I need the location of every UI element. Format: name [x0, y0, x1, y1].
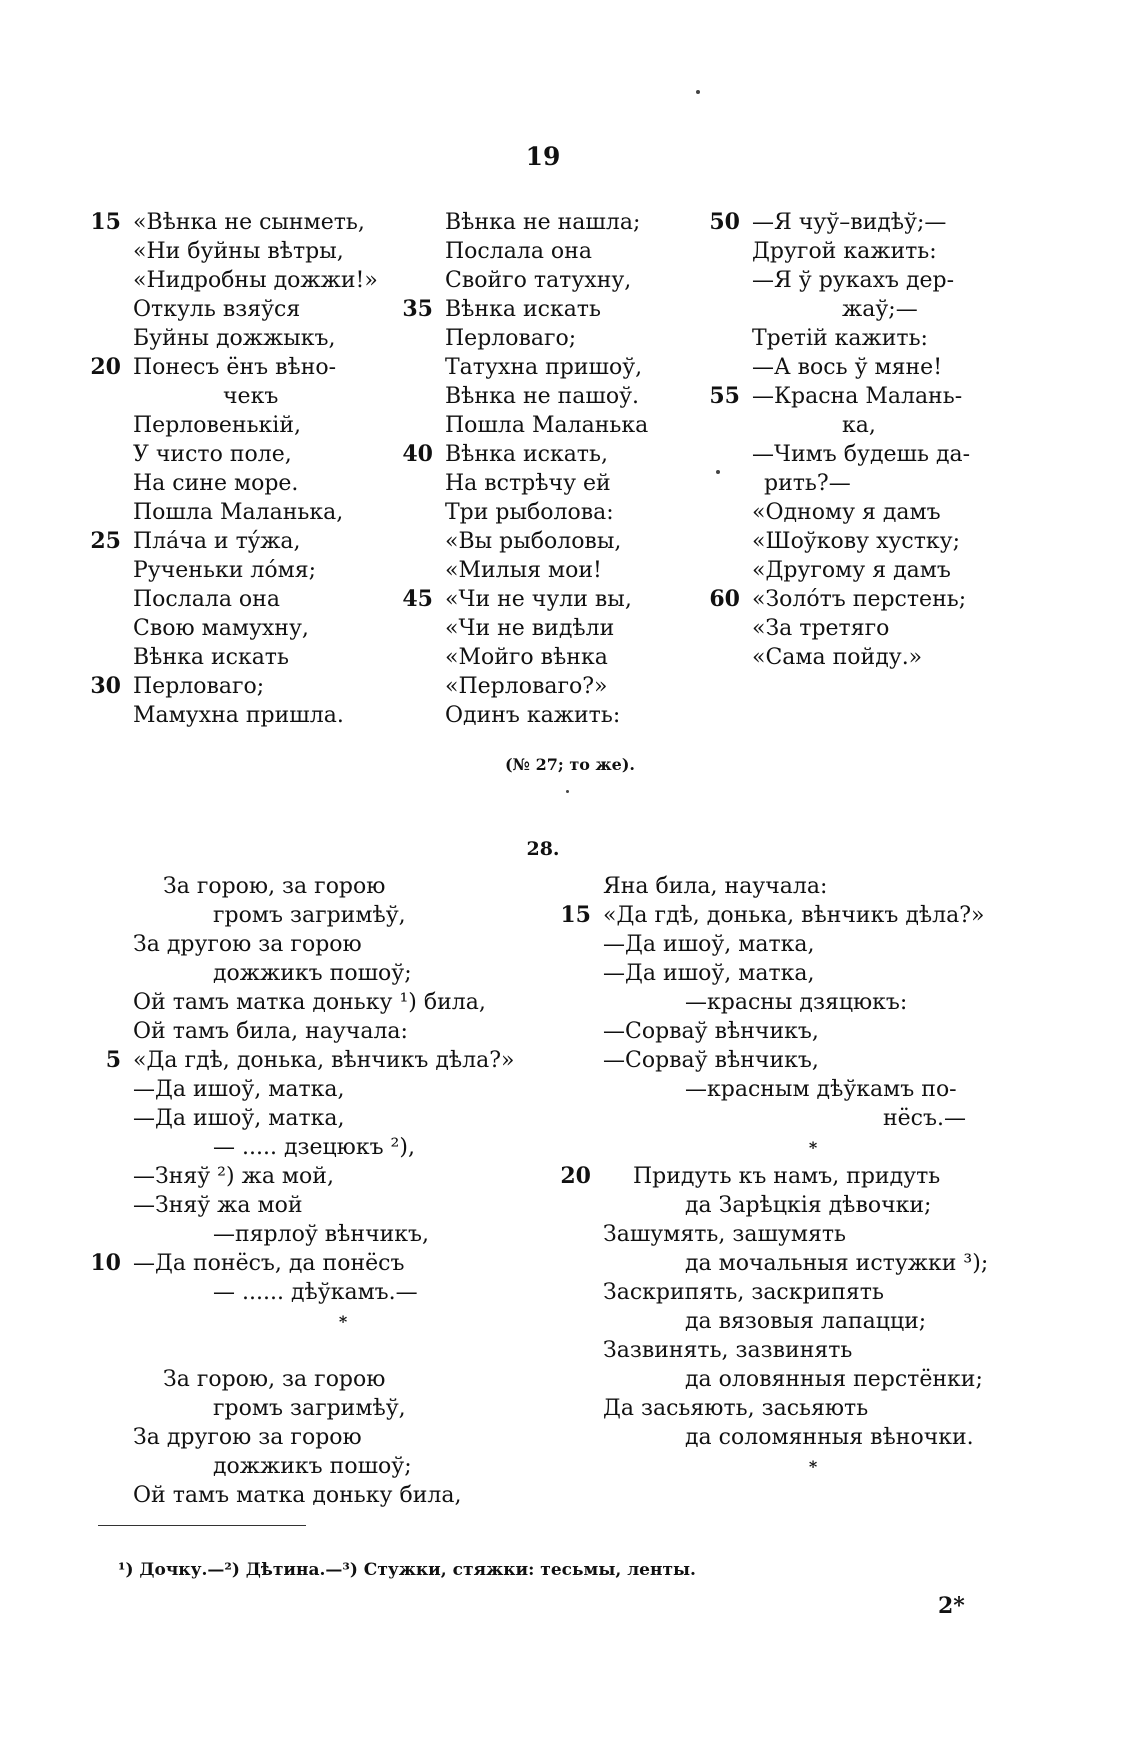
verse-line [133, 1075, 553, 1104]
verse-text: Яна била, научала: [603, 874, 828, 899]
verse-text: Вѣнка искать [445, 297, 601, 322]
verse-line [133, 1394, 553, 1423]
verse-text: Одинъ кажить: [445, 703, 621, 728]
verse-text: Послала она [445, 239, 592, 264]
verse-text: Свою мамухну, [133, 616, 309, 641]
verse-line [603, 930, 1023, 959]
verse-text: «Сама пойду.» [752, 645, 923, 670]
verse-line [603, 1249, 1023, 1278]
verse-text: «Вѣнка не сынметь, [133, 210, 365, 235]
section-star: * [808, 1457, 818, 1476]
verse-text: Плáча и тýжа, [133, 529, 301, 554]
verse-line [709, 585, 970, 614]
verse-text: да Зарѣцкія дѣвочки; [685, 1193, 932, 1218]
verse-text: —красным дѣўкамъ по- [685, 1077, 957, 1102]
verse-line [133, 901, 553, 930]
footnote-rule [98, 1525, 306, 1526]
verse-line [133, 614, 378, 643]
page-number: 19 [525, 142, 561, 171]
verse-text: Свойго татухну, [445, 268, 632, 293]
verse-line [752, 237, 970, 266]
line-number: 50 [709, 209, 740, 235]
verse-line [133, 701, 378, 730]
verse-text: «Шоўкову хустку; [752, 529, 961, 554]
verse-text: Зазвинять, зазвинять [603, 1338, 853, 1363]
verse-line [752, 411, 970, 440]
verse-text: Пошла Маланька, [133, 500, 344, 525]
verse-line [603, 959, 1023, 988]
verse-text: да соломянныя вѣночки. [685, 1425, 974, 1450]
verse-text: Ой тамъ била, научала: [133, 1019, 408, 1044]
verse-line [133, 324, 378, 353]
line-number: 35 [402, 296, 433, 322]
verse-text: дожжикъ пошоў; [213, 1454, 412, 1479]
verse-line [752, 498, 970, 527]
verse-line [133, 1017, 553, 1046]
verse-line [752, 556, 970, 585]
verse-text: Понесъ ёнъ вѣно- [133, 355, 337, 380]
section-star: * [338, 1312, 348, 1331]
verse-line [445, 701, 648, 730]
verse-line [752, 527, 970, 556]
verse-line [133, 1133, 553, 1162]
verse-line [133, 988, 553, 1017]
verse-text: На встрѣчу ей [445, 471, 611, 496]
verse-line [133, 1220, 553, 1249]
verse-text: —красны дзяцюкъ: [685, 990, 908, 1015]
verse-text: —Зняў ²) жа мой, [133, 1164, 334, 1189]
verse-line [603, 1046, 1023, 1075]
verse-text: —Сорваў вѣнчикъ, [603, 1019, 819, 1044]
line-number: 20 [560, 1163, 591, 1189]
verse-text: «Милыя мои! [445, 558, 602, 583]
verse-line [133, 643, 378, 672]
song27-column-3 [709, 208, 971, 672]
verse-text: Мамухна пришла. [133, 703, 344, 728]
verse-line [752, 440, 970, 469]
verse-line [752, 266, 970, 295]
verse-line [603, 1423, 1023, 1452]
verse-line [752, 643, 970, 672]
verse-line [133, 1481, 553, 1510]
verse-line [90, 1249, 553, 1278]
verse-text: За другою за горою [133, 1425, 362, 1450]
verse-line [90, 353, 378, 382]
verse-line [603, 988, 1023, 1017]
verse-line [603, 1075, 1023, 1104]
line-number: 55 [709, 383, 740, 409]
verse-text: нёсъ.— [883, 1106, 966, 1131]
verse-text: —Да понёсъ, да понёсъ [133, 1251, 405, 1276]
verse-line [133, 1423, 553, 1452]
speck-mark [716, 470, 720, 474]
verse-line [752, 469, 970, 498]
line-number: 15 [560, 902, 591, 928]
verse-text: чекъ [223, 384, 279, 409]
verse-text: Татухна пришоў, [445, 355, 643, 380]
verse-line [603, 1365, 1023, 1394]
verse-text: Заскрипять, заскрипять [603, 1280, 884, 1305]
verse-text: дожжикъ пошоў; [213, 961, 412, 986]
verse-text: Вѣнка искать, [445, 442, 608, 467]
line-number: 60 [709, 586, 740, 612]
verse-line [445, 643, 648, 672]
verse-text: — ..... дзецюкъ ²), [213, 1135, 415, 1160]
verse-text: —Я ў рукахъ дер- [752, 268, 955, 293]
verse-line [445, 469, 648, 498]
verse-text: —Зняў жа мой [133, 1193, 303, 1218]
verse-line [133, 1191, 553, 1220]
verse-text: Третій кажить: [752, 326, 928, 351]
verse-text: рить?— [764, 471, 851, 496]
verse-line [133, 237, 378, 266]
verse-line [133, 930, 553, 959]
verse-line [402, 440, 648, 469]
verse-line [445, 556, 648, 585]
verse-line [709, 208, 970, 237]
verse-line [752, 295, 970, 324]
verse-line [603, 1278, 1023, 1307]
verse-text: Ой тамъ матка доньку била, [133, 1483, 462, 1508]
verse-text: Три рыболова: [445, 500, 614, 525]
verse-text: —Сорваў вѣнчикъ, [603, 1048, 819, 1073]
signature-mark: 2* [938, 1593, 965, 1619]
verse-line [133, 440, 378, 469]
verse-text: —Да ишоў, матка, [603, 932, 815, 957]
verse-line [133, 959, 553, 988]
verse-text: «За третяго [752, 616, 890, 641]
verse-line [133, 266, 378, 295]
verse-text: Перловаго; [133, 674, 265, 699]
verse-line [752, 614, 970, 643]
verse-text: ка, [842, 413, 876, 438]
verse-text: «Чи не видѣли [445, 616, 615, 641]
verse-line [445, 614, 648, 643]
verse-line [445, 498, 648, 527]
verse-line [133, 872, 553, 901]
verse-line [105, 1046, 553, 1075]
verse-text: На сине море. [133, 471, 299, 496]
verse-text: Рученьки лóмя; [133, 558, 316, 583]
verse-text: «Нидробны дожжи!» [133, 268, 378, 293]
verse-line [560, 901, 1023, 930]
verse-text: —Я чуў–видѣў;— [752, 210, 947, 235]
verse-text: Другой кажить: [752, 239, 937, 264]
verse-line [133, 382, 378, 411]
verse-text: — ...... дѣўкамъ.— [213, 1280, 418, 1305]
verse-text: Пошла Маланька [445, 413, 649, 438]
song28-right-column [560, 872, 1023, 1481]
verse-line [90, 672, 378, 701]
verse-text: «Ни буйны вѣтры, [133, 239, 344, 264]
verse-text: «Одному я дамъ [752, 500, 941, 525]
verse-text: У чисто поле, [133, 442, 292, 467]
verse-text: «Да гдѣ, донька, вѣнчикъ дѣла?» [603, 903, 985, 928]
verse-line [133, 1278, 553, 1307]
verse-text: «Золóтъ перстень; [752, 587, 967, 612]
song28-number: 28. [526, 838, 560, 860]
verse-text: да вязовыя лапацци; [685, 1309, 927, 1334]
verse-text: Перловаго; [445, 326, 577, 351]
verse-text: Вѣнка не нашла; [445, 210, 641, 235]
section-star: * [808, 1138, 818, 1157]
footnote: ¹) Дочку.—²) Дѣтина.—³) Стужки, стяжки: тесьмы, ленты. [118, 1560, 696, 1580]
line-number: 25 [90, 528, 121, 554]
verse-line [133, 1365, 553, 1394]
verse-line [90, 208, 378, 237]
verse-text: Вѣнка не пашоў. [445, 384, 640, 409]
verse-line [133, 556, 378, 585]
song27-column-2 [402, 208, 649, 730]
verse-text: —Чимъ будешь да- [752, 442, 971, 467]
verse-text: жаў;— [842, 297, 918, 322]
verse-line [133, 469, 378, 498]
verse-line [752, 353, 970, 382]
verse-text: Перловенькій, [133, 413, 301, 438]
line-number: 15 [90, 209, 121, 235]
verse-text: За горою, за горою [163, 1367, 386, 1392]
verse-line [603, 1220, 1023, 1249]
verse-text: Да засьяють, засьяють [603, 1396, 869, 1421]
verse-text: Ой тамъ матка доньку ¹) била, [133, 990, 486, 1015]
verse-line [445, 382, 648, 411]
line-number: 40 [402, 441, 433, 467]
verse-line [603, 1336, 1023, 1365]
verse-line [445, 266, 648, 295]
verse-text: Вѣнка искать [133, 645, 289, 670]
verse-line [133, 295, 378, 324]
verse-line [603, 1394, 1023, 1423]
verse-text: Откуль взяўся [133, 297, 301, 322]
verse-line [402, 295, 648, 324]
verse-text: да оловянныя перстёнки; [685, 1367, 983, 1392]
verse-text: —Да ишоў, матка, [603, 961, 815, 986]
verse-text: Зашумять, зашумять [603, 1222, 846, 1247]
verse-line [445, 353, 648, 382]
verse-text: «Чи не чули вы, [445, 587, 632, 612]
verse-line [560, 1162, 1023, 1191]
verse-text: «Да гдѣ, донька, вѣнчикъ дѣла?» [133, 1048, 515, 1073]
verse-line [445, 672, 648, 701]
stanza-gap [133, 1336, 553, 1365]
verse-line [133, 585, 378, 614]
verse-line [133, 498, 378, 527]
verse-line [709, 382, 970, 411]
verse-text: —пярлоў вѣнчикъ, [213, 1222, 430, 1247]
song27-column-1 [90, 208, 378, 730]
verse-line [445, 208, 648, 237]
verse-text: громъ загримѣў, [213, 1396, 406, 1421]
verse-line [133, 1452, 553, 1481]
verse-text: —Да ишоў, матка, [133, 1106, 345, 1131]
verse-line [90, 527, 378, 556]
verse-line [603, 1191, 1023, 1220]
speck-mark [566, 790, 569, 793]
line-number: 5 [105, 1047, 121, 1073]
verse-line [445, 237, 648, 266]
verse-line [603, 1104, 1023, 1133]
verse-line [445, 527, 648, 556]
verse-line [133, 411, 378, 440]
verse-line [603, 1307, 1023, 1336]
verse-text: «Перловаго?» [445, 674, 608, 699]
verse-text: да мочальныя истужки ³); [685, 1251, 989, 1276]
verse-line [133, 1104, 553, 1133]
verse-line [603, 872, 1023, 901]
verse-line [445, 411, 648, 440]
line-number: 20 [90, 354, 121, 380]
verse-line [402, 585, 648, 614]
verse-text: «Мойго вѣнка [445, 645, 608, 670]
line-number: 45 [402, 586, 433, 612]
line-number: 30 [90, 673, 121, 699]
verse-text: —Красна Малань- [752, 384, 963, 409]
verse-text: —А вось ў мяне! [752, 355, 943, 380]
verse-text: громъ загримѣў, [213, 903, 406, 928]
verse-text: За горою, за горою [163, 874, 386, 899]
verse-text: «Другому я дамъ [752, 558, 951, 583]
verse-line [752, 324, 970, 353]
verse-line [603, 1017, 1023, 1046]
verse-text: —Да ишоў, матка, [133, 1077, 345, 1102]
verse-text: За другою за горою [133, 932, 362, 957]
song27-caption: (№ 27; то же). [505, 755, 635, 774]
verse-text: Буйны дожжыкъ, [133, 326, 336, 351]
verse-line [133, 1162, 553, 1191]
verse-text: Придуть къ намъ, придуть [633, 1164, 941, 1189]
song28-left-column [90, 872, 553, 1510]
speck-mark [696, 90, 700, 94]
line-number: 10 [90, 1250, 121, 1276]
verse-line [445, 324, 648, 353]
verse-text: Послала она [133, 587, 280, 612]
verse-text: «Вы рыболовы, [445, 529, 622, 554]
